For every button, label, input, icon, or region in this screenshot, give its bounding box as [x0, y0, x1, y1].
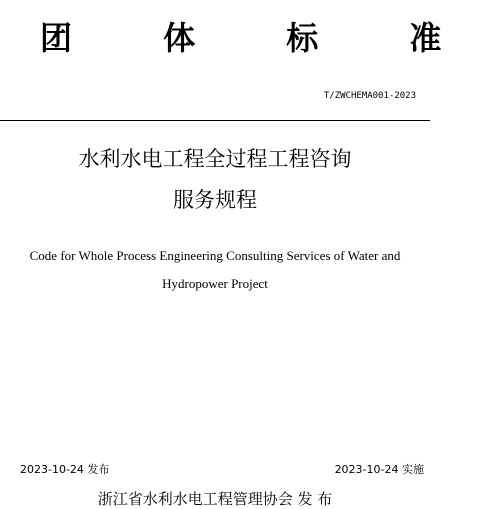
- implementation-date: 2023-10-24 实施: [334, 463, 424, 476]
- chinese-title-line-1: 水利水电工程全过程工程咨询: [78, 147, 352, 171]
- english-title-line-1: Code for Whole Process Engineering Consulting Services of Water and: [29, 248, 401, 263]
- publish-date: 2023-10-24 发布: [20, 463, 110, 476]
- standard-category-title: 团 体 标 准: [40, 19, 481, 57]
- issuing-organization: 浙江省水利水电工程管理协会 发 布: [97, 490, 333, 508]
- standard-number: T/ZWCHEMA001-2023: [323, 91, 416, 101]
- english-title-line-2: Hydropower Project: [162, 276, 268, 291]
- chinese-title-line-2: 服务规程: [173, 188, 257, 212]
- header-divider: [0, 120, 430, 121]
